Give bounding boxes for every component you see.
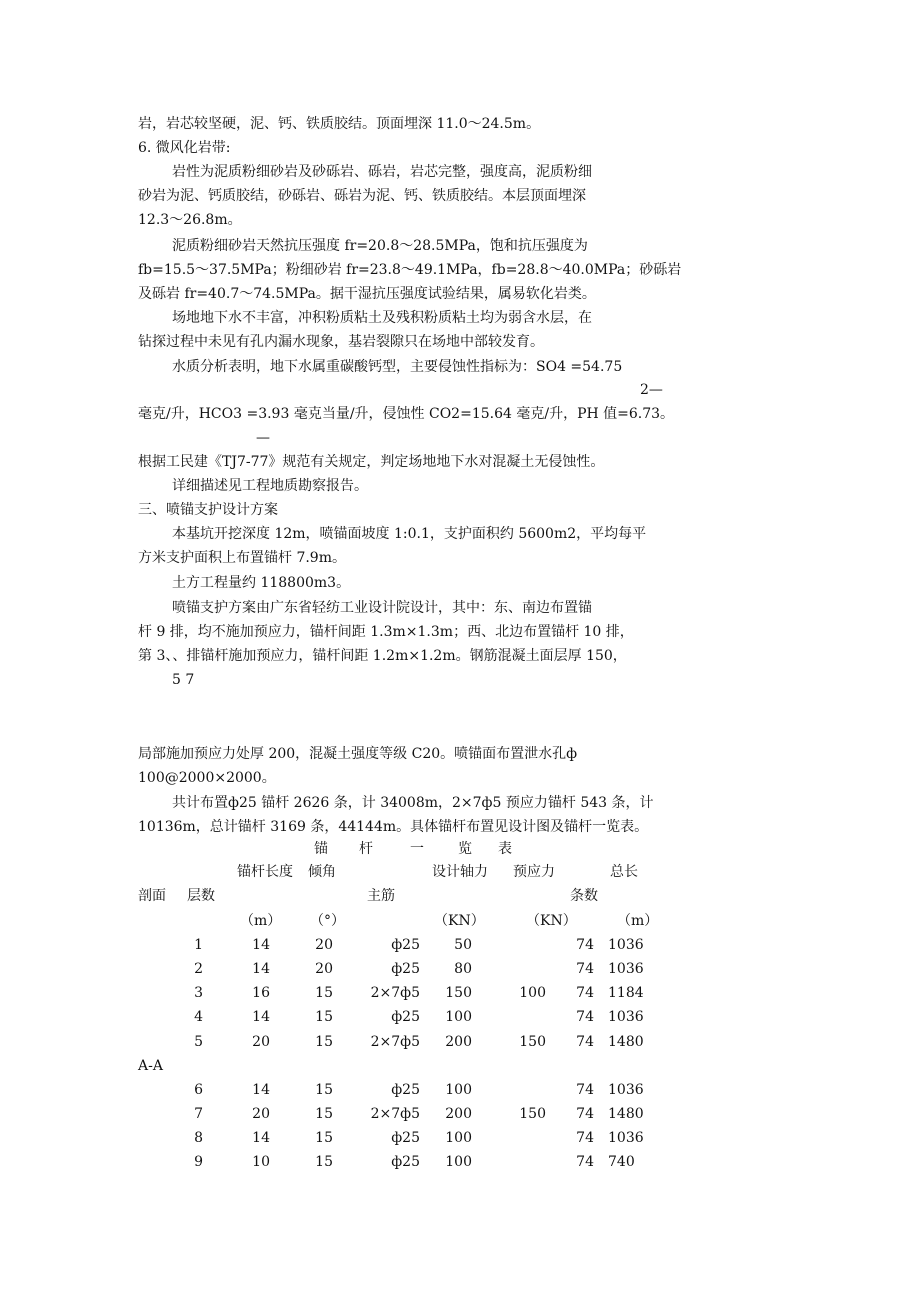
unit-angle: （°） <box>310 913 345 929</box>
header-total: 总长 <box>610 864 638 880</box>
paragraph-line: 100@2000×2000。 <box>138 770 276 786</box>
cell-layer: 7 <box>194 1106 203 1122</box>
table-title-char: 表 <box>498 841 512 857</box>
cell-length: 10 <box>252 1154 270 1170</box>
cell-rebar: ф25 <box>391 961 420 977</box>
paragraph-line: 砂岩为泥、钙质胶结，砂砾岩、砾岩为泥、钙、铁质胶结。本层顶面埋深 <box>138 188 586 204</box>
cell-total: 1036 <box>608 937 644 953</box>
cell-count: 74 <box>576 937 594 953</box>
table-title-char: 杆 <box>359 841 373 857</box>
cell-length: 14 <box>252 961 270 977</box>
cell-rebar: ф25 <box>391 1009 420 1025</box>
subscript-mark: — <box>256 430 270 446</box>
cell-angle: 15 <box>315 985 333 1001</box>
cell-count: 74 <box>576 1082 594 1098</box>
cell-count: 74 <box>576 1130 594 1146</box>
table-title-char: 览 <box>458 841 472 857</box>
paragraph-line: 场地地下水不丰富，冲积粉质粘土及残积粉质粘土均为弱含水层，在 <box>172 310 592 326</box>
paragraph-line: 泥质粉细砂岩天然抗压强度 fr=20.8～28.5MPa，饱和抗压强度为 <box>172 238 588 254</box>
cell-axial: 100 <box>445 1154 472 1170</box>
cell-angle: 20 <box>315 961 333 977</box>
paragraph-line: 岩性为泥质粉细砂岩及砂砾岩、砾岩，岩芯完整，强度高，泥质粉细 <box>172 164 592 180</box>
cell-count: 74 <box>576 1009 594 1025</box>
cell-count: 74 <box>576 1154 594 1170</box>
paragraph-line: 10136m，总计锚杆 3169 条，44144m。具体锚杆布置见设计图及锚杆一览表。 <box>138 819 649 835</box>
cell-angle: 15 <box>315 1034 333 1050</box>
cell-total: 1036 <box>608 1009 644 1025</box>
cell-total: 1036 <box>608 1130 644 1146</box>
paragraph-line: 第 3、、排锚杆施加预应力，锚杆间距 1.2m×1.2m。钢筋混凝土面层厚 150， <box>138 648 627 664</box>
paragraph-line: 钻探过程中未见有孔内漏水现象，基岩裂隙只在场地中部较发育。 <box>138 334 544 350</box>
page-number: 5 7 <box>172 672 195 688</box>
header-angle: 倾角 <box>308 864 336 880</box>
cell-length: 20 <box>252 1034 270 1050</box>
cell-rebar: ф25 <box>391 1154 420 1170</box>
cell-layer: 2 <box>194 961 203 977</box>
cell-count: 74 <box>576 985 594 1001</box>
cell-angle: 15 <box>315 1082 333 1098</box>
unit-total: （m） <box>617 913 659 929</box>
cell-total: 1036 <box>608 961 644 977</box>
cell-axial: 50 <box>454 937 472 953</box>
cell-length: 14 <box>252 1009 270 1025</box>
header-length: 锚杆长度 <box>237 864 293 880</box>
table-title-char: 锚 <box>314 841 328 857</box>
cell-axial: 200 <box>445 1034 472 1050</box>
cell-total: 1036 <box>608 1082 644 1098</box>
cell-angle: 15 <box>315 1106 333 1122</box>
cell-axial: 100 <box>445 1130 472 1146</box>
cell-layer: 5 <box>194 1034 203 1050</box>
cell-angle: 15 <box>315 1009 333 1025</box>
cell-rebar: 2×7ф5 <box>370 1106 420 1122</box>
table-title-char: 一 <box>410 841 424 857</box>
cell-angle: 15 <box>315 1154 333 1170</box>
cell-axial: 100 <box>445 1082 472 1098</box>
paragraph-line: 土方工程量约 118800m3。 <box>172 575 351 591</box>
paragraph-line: 杆 9 排，均不施加预应力，锚杆间距 1.3m×1.3m；西、北边布置锚杆 10 排， <box>138 624 634 640</box>
paragraph-line: 岩，岩芯较坚硬，泥、钙、铁质胶结。顶面埋深 11.0～24.5m。 <box>138 116 541 132</box>
cell-count: 74 <box>576 1106 594 1122</box>
cell-total: 740 <box>608 1154 635 1170</box>
cell-axial: 80 <box>454 961 472 977</box>
unit-axial: （KN） <box>434 913 485 929</box>
cell-axial: 150 <box>445 985 472 1001</box>
cell-axial: 200 <box>445 1106 472 1122</box>
paragraph-line: 毫克/升，HCO3 =3.93 毫克当量/升，侵蚀性 CO2=15.64 毫克/升，PH 值=6.73。 <box>138 406 675 422</box>
cell-axial: 100 <box>445 1009 472 1025</box>
cell-length: 14 <box>252 937 270 953</box>
cell-total: 1480 <box>608 1106 644 1122</box>
paragraph-line: 喷锚支护方案由广东省轻纺工业设计院设计，其中：东、南边布置锚 <box>172 600 592 616</box>
cell-length: 20 <box>252 1106 270 1122</box>
section-heading: 6. 微风化岩带: <box>138 140 231 156</box>
section-label: A-A <box>138 1058 163 1074</box>
cell-count: 74 <box>576 961 594 977</box>
paragraph-line: 局部施加预应力处厚 200，混凝土强度等级 C20。喷锚面布置泄水孔ф <box>138 746 578 762</box>
paragraph-line: 水质分析表明，地下水属重碳酸钙型，主要侵蚀性指标为：SO4 =54.75 <box>172 359 623 375</box>
cell-angle: 15 <box>315 1130 333 1146</box>
cell-total: 1184 <box>608 985 644 1001</box>
cell-total: 1480 <box>608 1034 644 1050</box>
unit-length: （m） <box>240 913 282 929</box>
cell-layer: 4 <box>194 1009 203 1025</box>
cell-layer: 1 <box>194 937 203 953</box>
cell-count: 74 <box>576 1034 594 1050</box>
section-heading: 三、喷锚支护设计方案 <box>138 502 278 518</box>
cell-length: 16 <box>252 985 270 1001</box>
cell-layer: 8 <box>194 1130 203 1146</box>
cell-prestress: 150 <box>519 1034 546 1050</box>
header-rebar: 主筋 <box>367 888 395 904</box>
header-layers: 层数 <box>187 888 215 904</box>
paragraph-line: 共计布置ф25 锚杆 2626 条，计 34008m，2×7ф5 预应力锚杆 543 条，计 <box>172 795 654 811</box>
paragraph-line: 详细描述见工程地质勘察报告。 <box>172 478 368 494</box>
header-section: 剖面 <box>138 888 166 904</box>
unit-prestress: （KN） <box>526 913 577 929</box>
header-prestress: 预应力 <box>513 864 555 880</box>
paragraph-line: 及砾岩 fr=40.7～74.5MPa。据干湿抗压强度试验结果，属易软化岩类。 <box>138 286 596 302</box>
subscript-mark: 2— <box>640 382 663 398</box>
cell-length: 14 <box>252 1082 270 1098</box>
paragraph-line: 本基坑开挖深度 12m，喷锚面坡度 1:0.1，支护面积约 5600m2，平均每平 <box>172 526 647 542</box>
cell-rebar: 2×7ф5 <box>370 985 420 1001</box>
paragraph-line: 方米支护面积上布置锚杆 7.9m。 <box>138 550 346 566</box>
header-count: 条数 <box>570 888 598 904</box>
cell-length: 14 <box>252 1130 270 1146</box>
cell-rebar: 2×7ф5 <box>370 1034 420 1050</box>
cell-layer: 3 <box>194 985 203 1001</box>
cell-prestress: 150 <box>519 1106 546 1122</box>
cell-rebar: ф25 <box>391 1082 420 1098</box>
paragraph-line: 根据工民建《TJ7-77》规范有关规定，判定场地地下水对混凝土无侵蚀性。 <box>138 454 605 470</box>
paragraph-line: 12.3～26.8m。 <box>138 212 242 228</box>
cell-layer: 6 <box>194 1082 203 1098</box>
cell-rebar: ф25 <box>391 1130 420 1146</box>
header-axial: 设计轴力 <box>432 864 488 880</box>
cell-rebar: ф25 <box>391 937 420 953</box>
paragraph-line: fb=15.5～37.5MPa；粉细砂岩 fr=23.8～49.1MPa，fb=28.8～40.0MPa；砂砾岩 <box>138 262 682 278</box>
cell-prestress: 100 <box>519 985 546 1001</box>
cell-angle: 20 <box>315 937 333 953</box>
cell-layer: 9 <box>194 1154 203 1170</box>
